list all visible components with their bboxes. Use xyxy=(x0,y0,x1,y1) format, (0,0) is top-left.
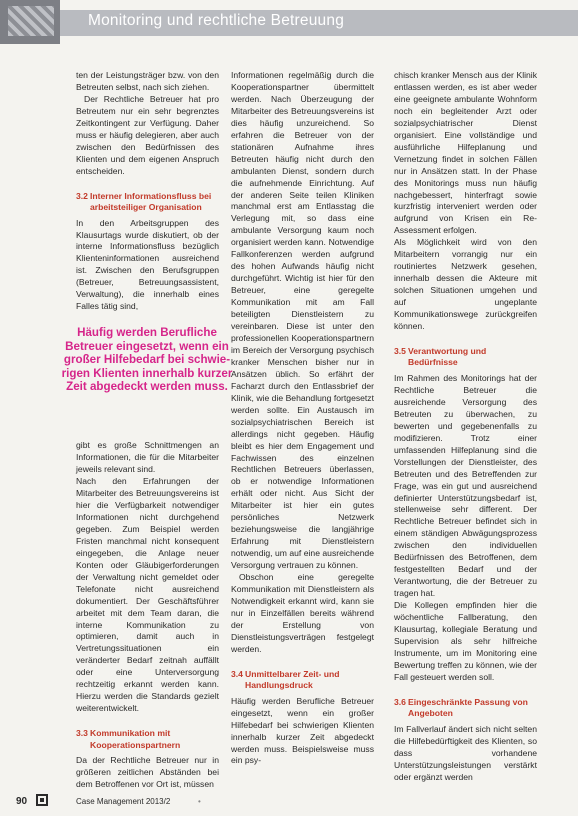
paragraph: Häufig werden Berufliche Betreuer eingesetzt, wenn ein großer Hilfebedarf bei schwierigen Klienten innerhalb kurzer Zeit abgedeckt werden muss. Beispielsweise muss ein psy- xyxy=(231,695,374,766)
heading-line: Verantwortung und xyxy=(408,345,487,356)
header-logo-block xyxy=(0,0,60,44)
pull-quote-line: Häufig werden Berufliche xyxy=(77,326,217,339)
heading-number: 3.6 xyxy=(394,696,406,707)
header-pattern xyxy=(8,6,54,36)
heading-3-3 xyxy=(76,728,219,751)
heading-line: Kommunikation mit xyxy=(90,728,171,739)
paragraph: In den Arbeitsgruppen des Klausurtags wurde diskutiert, ob der interne Informationsfluss bezüglich Klienteninformationen ausreichend ist. Zwischen den Berufsgruppen (Betreuer, Betreuungsassistent, Verwaltung), die innerhalb eines Falles tätig sind, xyxy=(76,217,219,312)
heading-number: 3.2 xyxy=(76,190,88,201)
paragraph: Nach den Erfahrungen der Mitarbeiter des Betreuungsvereins ist hier die Verfügbarkeit notwendiger Informationen nicht durchgehend gegeben. Zum Beispiel werden Fristen manchmal nicht konsequent eingegeben, die Anlage neuer Konten oder Gläubigerforderungen der Verwaltung nicht gemeldet oder Telefonate nicht ausreichend dokumentiert. Der Geschäftsführer arbeitet mit dem Team daran, die interne Kommunikation zu optimieren, damit auch in Vertretungssituationen ein veränderter Bedarf zeitnah auffällt oder eine Unterversorgung rechtzeitig erkannt werden kann. Hierzu werden die Standards gezielt weiterentwickelt. xyxy=(76,476,219,714)
page-footer xyxy=(0,796,578,816)
heading-line: Angeboten xyxy=(408,708,453,719)
column-1 xyxy=(76,70,219,791)
footer-dot: • xyxy=(198,797,201,806)
heading-3-2 xyxy=(76,191,219,214)
column-2 xyxy=(231,70,374,767)
paragraph: ten der Leistungsträger bzw. von den Betreuten selbst, nach sich ziehen. xyxy=(76,70,219,92)
paragraph: Der Rechtliche Betreuer hat pro Betreutem nur ein sehr begrenztes Zeitkontingent zur Verfügung. Daher muss er häufig delegieren, aber auch zwischen den Bedürfnissen des Klienten und dem eigenen Anspruch entscheiden. xyxy=(76,93,219,176)
pull-quote-line: Zeit abgedeckt werden muss. xyxy=(66,380,228,393)
heading-3-6 xyxy=(394,697,537,720)
column-3 xyxy=(394,70,537,784)
paragraph: Im Fallverlauf ändert sich nicht selten die Hilfebedürftigkeit des Klienten, so dass vorhandene Unterstützungsleistungen verstärkt oder ergänzt werden xyxy=(394,723,537,782)
paragraph: gibt es große Schnittmengen an Informationen, die für die Mitarbeiter jeweils relevant sind. xyxy=(76,440,219,475)
page-number: 90 xyxy=(16,796,28,807)
section-title: Monitoring und rechtliche Betreuung xyxy=(88,12,345,29)
paragraph: Informationen regelmäßig durch die Kooperationspartner übermittelt werden. Nach Überzeugung der Mitarbeiter des Betreuungsvereins ist dies häufig unzureichend. So erfahren die Betreuer von der stationären Aufnahme ihres Betreuten häufig nicht durch den ambulanten Dienst, sondern durch die aufnehmende Einrichtung. Auf der anderen Seite teilen Kliniken manchmal erst am Entlasstag die Verlegung mit, so dass eine ambulante Versorgung kaum noch organisiert werden kann. Notwendige Fallkonferenzen werden aufgrund des hohen Aufwands häufig nicht durchgeführt. Wichtig ist hier für den Betreuer, eine geregelte Kommunikation mit am Fall beteiligten Dienstleistern zu vereinbaren. Diese ist unter den professionellen Kooperationspartnern im Bereich der Versorgung psychisch kranker Menschen bisher nur in Ansätzen üblich. So erfährt der Facharzt durch den Entlassbrief der Klinik, wie die Behandlung fortgesetzt werden sollte. Ein Austausch im sozialpsychiatrischen Bereich ist allerdings nicht gegeben. Häufig bleibt es hier dem Engagement und Fachwissen des einzelnen Rechtlichen Betreuers überlassen, ob er notwendige Informationen erhält oder nicht. Aus Sicht der Mitarbeiter ist hier ein gutes persönliches Netzwerk beziehungsweise die langjährige Erfahrung mit Dienstleistern notwendig, um auf eine ausreichende Versorgung vertrauen zu können. xyxy=(231,70,374,571)
paragraph: Obschon eine geregelte Kommunikation mit Dienstleistern als Notwendigkeit erkannt wird, kann sie nur in Einzelfällen bereits während der Erstellung von Dienstleistungsverträgen festgelegt werden. xyxy=(231,572,374,654)
pull-quote xyxy=(44,326,250,394)
heading-line: Unmittelbarer Zeit- und xyxy=(245,668,340,679)
pull-quote-line: Betreuer eingesetzt, wenn ein xyxy=(65,339,229,353)
heading-line: Kooperationspartnern xyxy=(90,739,181,750)
heading-line: Bedürfnisse xyxy=(408,357,458,368)
heading-number: 3.5 xyxy=(394,345,406,356)
heading-3-5 xyxy=(394,346,537,369)
heading-line: arbeitsteiliger Organisation xyxy=(90,202,202,213)
heading-line: Interner Informationsfluss bei xyxy=(90,190,212,201)
paragraph: Die Kollegen empfinden hier die wöchentliche Fallberatung, den Klausurtag, kollegiale Beratung und Supervision als sehr hilfreiche Instrumente, um im Monitoring eine Bewertung treffen zu können, wie der Fall gesteuert werden soll. xyxy=(394,600,537,682)
journal-logo-icon xyxy=(36,794,48,806)
heading-line: Handlungsdruck xyxy=(245,680,313,691)
pull-quote-line: rigen Klienten innerhalb kurzer xyxy=(61,366,233,380)
heading-number: 3.3 xyxy=(76,728,88,739)
pull-quote-line: großer Hilfebedarf bei schwie- xyxy=(63,353,231,366)
heading-line: Eingeschränkte Passung von xyxy=(408,696,528,707)
page-header xyxy=(0,0,578,44)
heading-3-4 xyxy=(231,669,374,692)
paragraph: Im Rahmen des Monitorings hat der Rechtliche Betreuer die ausreichende Versorgung des Betreuten zu überwachen, zu bewerten und gegebenenfalls zu modifizieren. Trotz einer umfassenden Hilfeplanung sind die Vorstellungen der Dienstleister, des Betreuten und des Betreffenden zur Frage, was ein gut und ausreichend definierter Unterstützungsbedarf ist, stellenweise sehr different. Der Rechtliche Betreuer befindet sich in einem ständigen Abwägungsprozess zwischen den individuellen Bedürfnissen des Betroffenen, dem festgestellten Bedarf und der Verantwortung, die der Betreuer zu tragen hat. xyxy=(394,372,537,599)
paragraph: Da der Rechtliche Betreuer nur in größeren zeitlichen Abständen bei dem Betroffenen vor Ort ist, müssen xyxy=(76,755,219,790)
paragraph: Als Möglichkeit wird von den Mitarbeitern vorrangig nur ein routiniertes Netzwerk gesehen, innerhalb dessen die Akteure mit solchen Situationen umgehen und auf ungeplante Kommunikationswege zurückgreifen können. xyxy=(394,237,537,332)
heading-number: 3.4 xyxy=(231,668,243,679)
journal-source: Case Management 2013/2 xyxy=(76,797,171,806)
paragraph: chisch kranker Mensch aus der Klinik entlassen werden, es ist aber weder eine geeignete ambulante Wohnform noch ein begleitender Arzt oder sozialpsychiatrischer Dienst organisiert. Eine vollständige und ausführliche Hilfeplanung und Vernetzung findet in solchen Fällen nur in Ansätzen statt. In der Phase des Monitorings muss nun häufig nachgebessert, hinterfragt sowie kurzfristig interveniert werden oder aufgrund von Krisen ein Re-Assessment erfolgen. xyxy=(394,70,537,236)
